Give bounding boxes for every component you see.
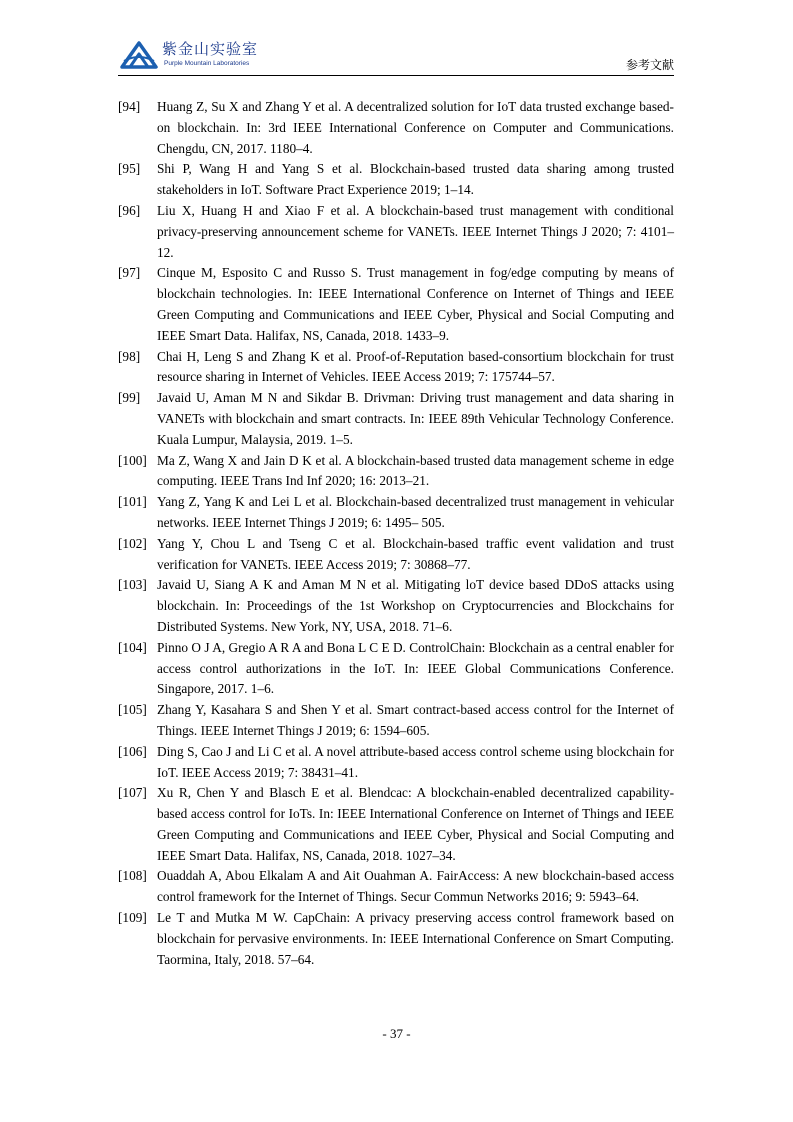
page-header bbox=[118, 36, 674, 74]
reference-item bbox=[118, 908, 674, 970]
reference-number: [108] bbox=[118, 868, 147, 884]
reference-text: Xu R, Chen Y and Blasch E et al. Blendcac: A blockchain-enabled decentralized capability-based access control for IoTs. In: IEEE International Conference on Internet of Things and IEEE Green Computing and Communications and IEEE Cyber, Physical and Social Computing and IEEE Smart Data. Halifax, NS, Canada, 2018. 1027–34. bbox=[157, 785, 674, 863]
reference-item bbox=[118, 534, 674, 576]
reference-text: Pinno O J A, Gregio A R A and Bona L C E D. ControlChain: Blockchain as a central enabler for access control authorizations in the IoT. In: IEEE Global Communications Conference. Singapore, 2017. 1–6. bbox=[157, 639, 674, 697]
header-divider bbox=[118, 75, 674, 76]
reference-number: [99] bbox=[118, 390, 141, 406]
reference-item bbox=[118, 700, 674, 742]
reference-number: [105] bbox=[118, 702, 147, 718]
reference-item bbox=[118, 347, 674, 389]
reference-text: Shi P, Wang H and Yang S et al. Blockchain-based trusted data sharing among trusted stakeholders in IoT. Software Pract Experience 2019; 1–14. bbox=[157, 161, 674, 198]
reference-item bbox=[118, 451, 674, 493]
reference-text: Ouaddah A, Abou Elkalam A and Ait Ouahman A. FairAccess: A new blockchain-based access control framework for the Internet of Things. Secur Commun Networks 2016; 9: 5943–64. bbox=[157, 868, 674, 905]
reference-item bbox=[118, 492, 674, 534]
reference-number: [104] bbox=[118, 639, 147, 655]
reference-text: Huang Z, Su X and Zhang Y et al. A decentralized solution for IoT data trusted exchange based-on blockchain. In: 3rd IEEE International Conference on Computer and Communications. Chengdu, CN, 2017. 1180–4. bbox=[157, 99, 674, 156]
reference-item bbox=[118, 866, 674, 908]
reference-text: Chai H, Leng S and Zhang K et al. Proof-of-Reputation based-consortium blockchain for trust resource sharing in Internet of Vehicles. IEEE Access 2019; 7: 175744–57. bbox=[157, 348, 674, 385]
logo-english-text: Purple Mountain Laboratories bbox=[164, 60, 250, 67]
reference-number: [106] bbox=[118, 743, 147, 759]
reference-text: Liu X, Huang H and Xiao F et al. A blockchain-based trust management with conditional privacy-preserving announcement scheme for VANETs. IEEE Internet Things J 2020; 7: 4101–12. bbox=[157, 202, 674, 260]
reference-text: Le T and Mutka M W. CapChain: A privacy preserving access control framework based on blockchain for pervasive environments. In: IEEE International Conference on Smart Computing. Taormina, Italy, 2018. 57–64. bbox=[157, 910, 674, 967]
reference-item bbox=[118, 263, 674, 346]
reference-number: [109] bbox=[118, 910, 147, 926]
reference-list bbox=[118, 97, 674, 970]
lab-logo bbox=[118, 36, 258, 72]
reference-number: [94] bbox=[118, 99, 141, 114]
reference-item bbox=[118, 783, 674, 866]
reference-item bbox=[118, 575, 674, 637]
reference-item bbox=[118, 159, 674, 201]
reference-text: Javaid U, Aman M N and Sikdar B. Drivman: Driving trust management and data sharing in VANETs with blockchain and smart contracts. In: IEEE 89th Vehicular Technology Conference. Kuala Lumpur, Malaysia, 2019. 1–5. bbox=[157, 390, 674, 447]
reference-text: Yang Z, Yang K and Lei L et al. Blockchain-based decentralized trust management in vehicular networks. IEEE Internet Things J 2019; 6: 1495– 505. bbox=[157, 494, 674, 530]
reference-number: [96] bbox=[118, 202, 141, 218]
reference-text: Yang Y, Chou L and Tseng C et al. Blockchain-based traffic event validation and trust verification for VANETs. IEEE Access 2019; 7: 30868–77. bbox=[157, 535, 674, 572]
section-title: 参考文献 bbox=[625, 58, 674, 72]
page-number: - 37 - bbox=[382, 1026, 411, 1041]
reference-number: [97] bbox=[118, 265, 141, 281]
reference-text: Ma Z, Wang X and Jain D K et al. A blockchain-based trusted data management scheme in edge computing. IEEE Trans Ind Inf 2020; 16: 2013–21. bbox=[157, 452, 674, 489]
reference-item bbox=[118, 742, 674, 784]
reference-number: [102] bbox=[118, 535, 147, 551]
reference-number: [100] bbox=[118, 452, 147, 468]
reference-number: [103] bbox=[118, 577, 147, 593]
reference-text: Ding S, Cao J and Li C et al. A novel attribute-based access control scheme using blockchain for IoT. IEEE Access 2019; 7: 38431–41. bbox=[157, 743, 674, 780]
reference-number: [98] bbox=[118, 348, 141, 364]
logo-chinese-text: 紫金山实验室 bbox=[162, 40, 259, 58]
reference-number: [107] bbox=[118, 785, 147, 801]
reference-item bbox=[118, 97, 674, 159]
reference-text: Cinque M, Esposito C and Russo S. Trust management in fog/edge computing by means of blockchain technologies. In: IEEE International Conference on Internet of Things and IEEE Green Computing and Communications and IEEE Cyber, Physical and Social Computing and IEEE Smart Data. Halifax, NS, Canada, 2018. 1433–9. bbox=[157, 265, 674, 343]
reference-item bbox=[118, 201, 674, 263]
mountain-logo-icon bbox=[120, 39, 158, 69]
reference-number: [95] bbox=[118, 161, 141, 177]
reference-item bbox=[118, 388, 674, 450]
reference-text: Zhang Y, Kasahara S and Shen Y et al. Smart contract-based access control for the Internet of Things. IEEE Internet Things J 2019; 6: 1594–605. bbox=[157, 702, 674, 738]
reference-number: [101] bbox=[118, 494, 147, 510]
reference-item bbox=[118, 638, 674, 700]
reference-text: Javaid U, Siang A K and Aman M N et al. Mitigating loT device based DDoS attacks using blockchain. In: Proceedings of the 1st Workshop on Cryptocurrencies and Blockchains for Distributed Systems. New York, NY, USA, 2018. 71–6. bbox=[157, 577, 674, 634]
